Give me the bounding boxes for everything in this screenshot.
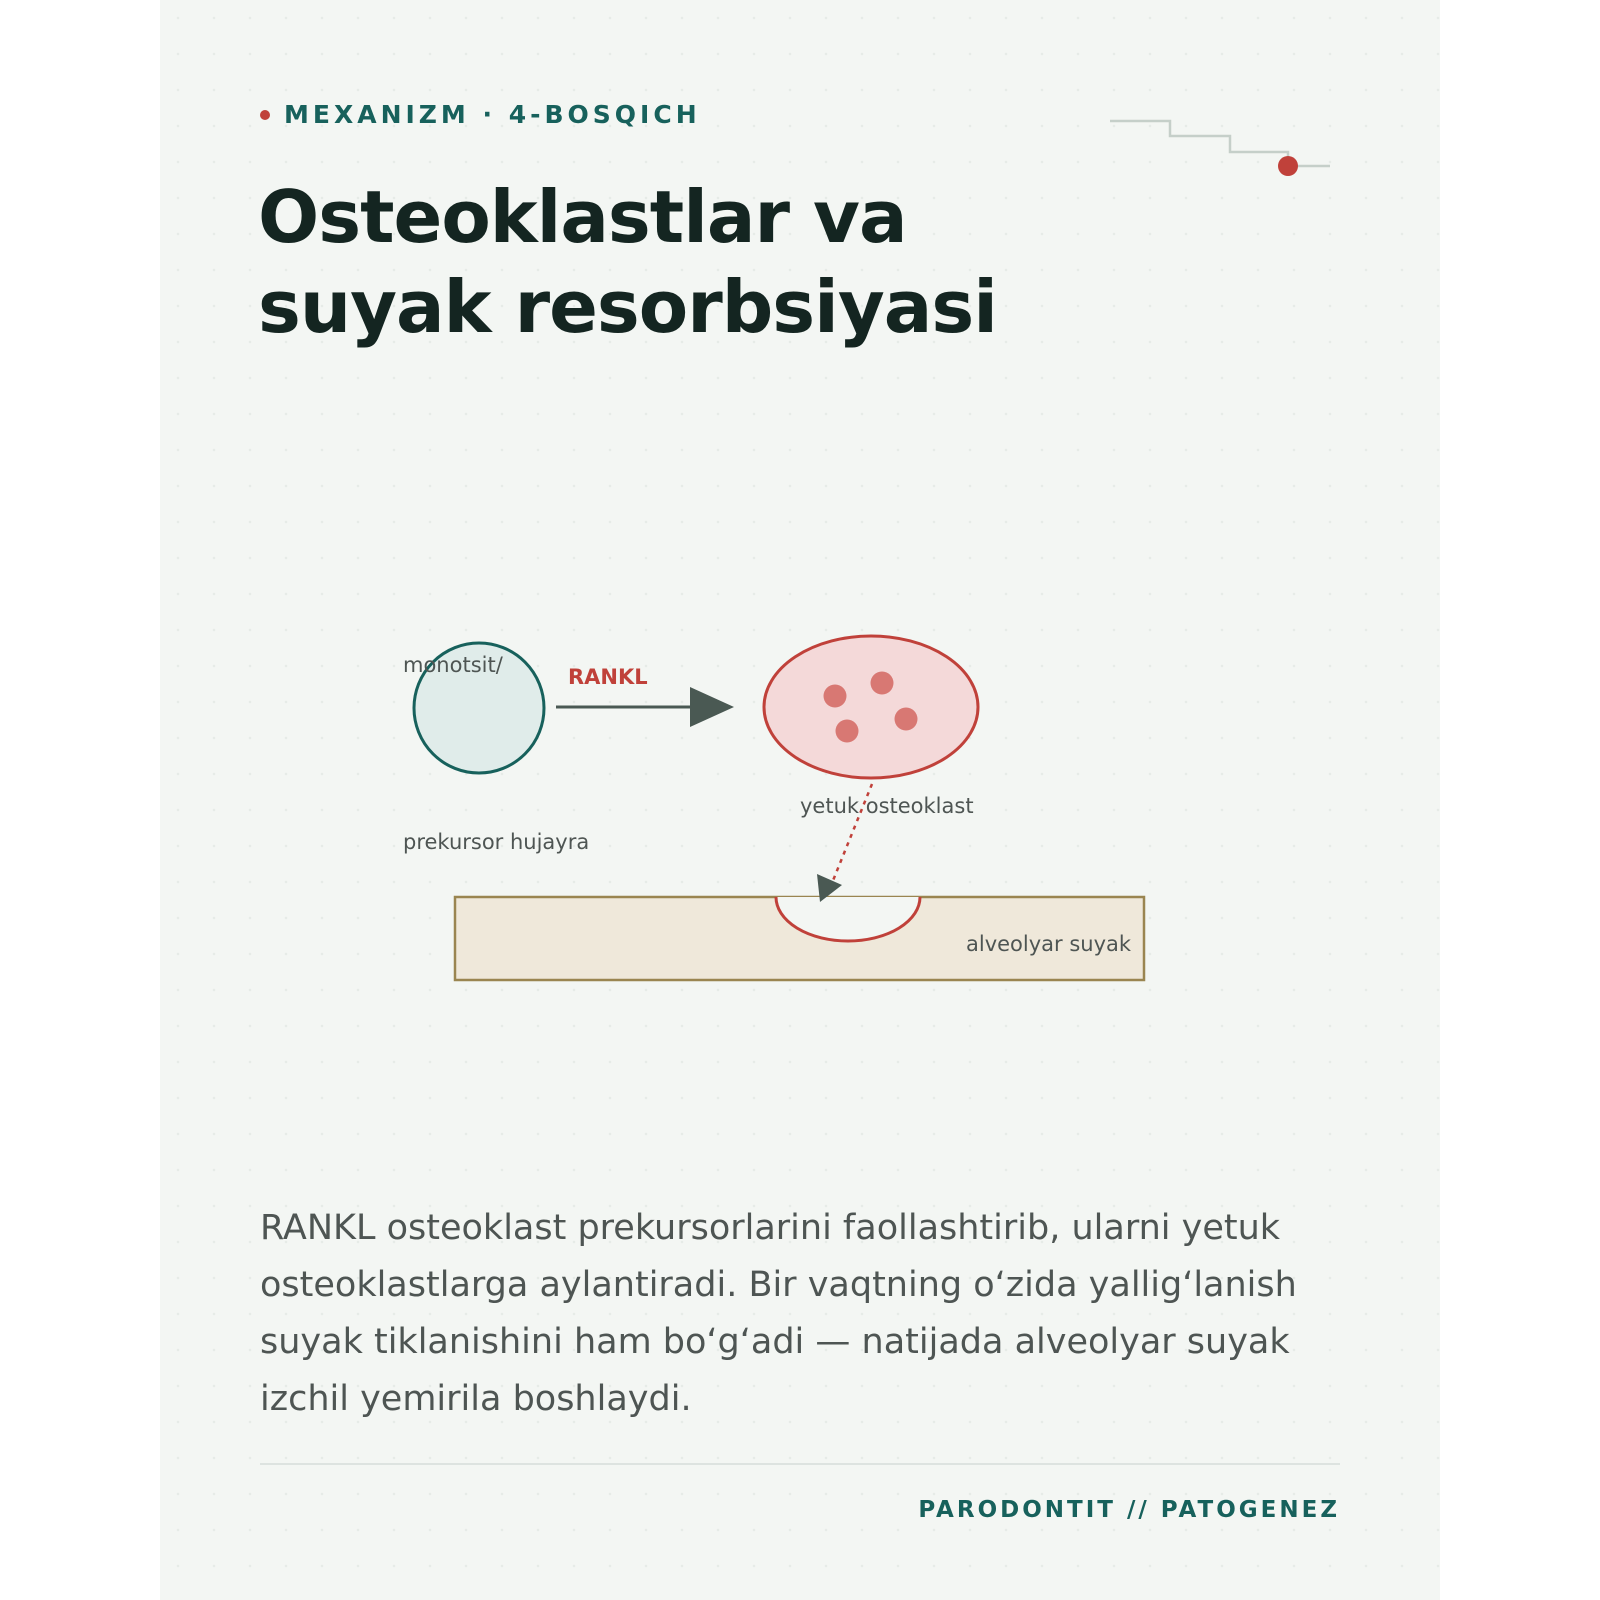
footer-label: PARODONTIT // PATOGENEZ xyxy=(918,1497,1340,1523)
page-title: Osteoklastlar va suyak resorbsiyasi xyxy=(258,175,997,349)
osteoclast-nucleus xyxy=(871,672,894,695)
body-paragraph: RANKL osteoklast prekursorlarini faollashtirib, ularni yetuk osteoklastlarga aylantiradi. Bir vaqtning o‘zida yallig‘lanish suyak tiklanishini ham bo‘g‘adi — natijada alveolyar suyak izchil yemirila boshlaydi. xyxy=(260,1208,1297,1419)
resorption-diagram xyxy=(160,0,1440,1100)
mature-osteoclast-cell xyxy=(764,636,978,778)
bone-label: alveolyar suyak xyxy=(966,932,1132,956)
rankl-label: RANKL xyxy=(568,665,648,689)
eyebrow-label: MEXANIZM · 4-BOSQICH xyxy=(284,100,701,129)
osteoclast-nucleus xyxy=(895,708,918,731)
footer-divider xyxy=(260,1463,1340,1465)
osteoclast-nucleus xyxy=(836,720,859,743)
osteoclast-nucleus xyxy=(824,685,847,708)
mature-osteoclast-label: yetuk osteoklast xyxy=(800,794,974,818)
precursor-label-bottom: prekursor hujayra xyxy=(403,830,590,854)
precursor-label-top: monotsit/ xyxy=(403,653,503,677)
rankl-arrow-head-icon xyxy=(690,687,734,727)
slide-card xyxy=(160,0,1440,1600)
